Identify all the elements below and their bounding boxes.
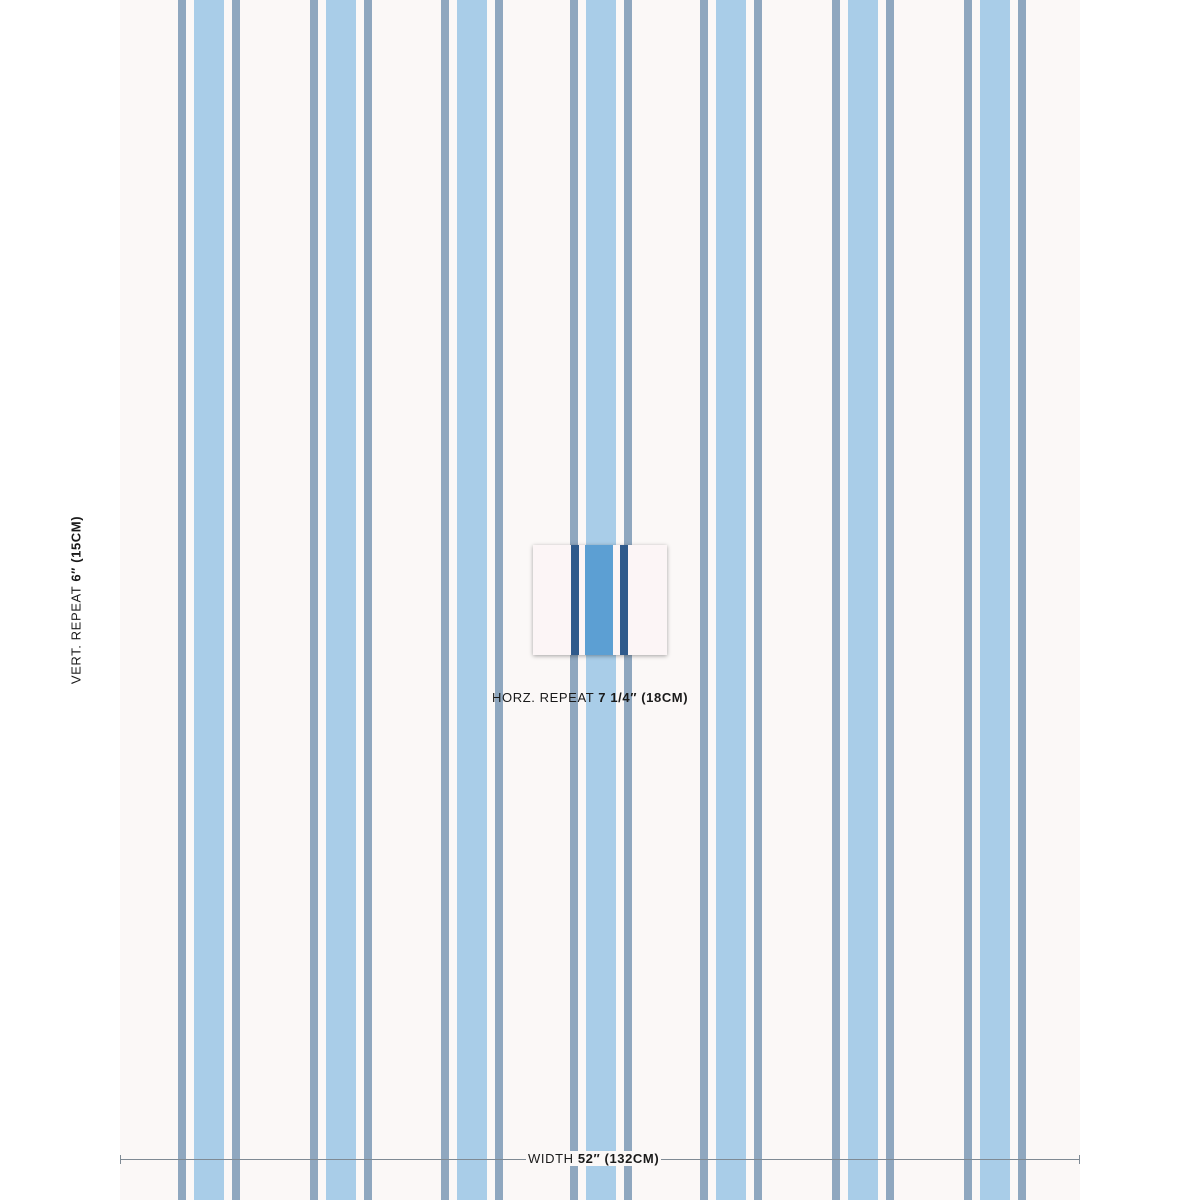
width-prefix: WIDTH bbox=[528, 1151, 578, 1166]
swatch-thin-stripe bbox=[571, 545, 579, 655]
width-measure-tick-right bbox=[1079, 1155, 1080, 1164]
wide-stripe bbox=[848, 0, 878, 1200]
wide-stripe bbox=[194, 0, 224, 1200]
swatch-thin-stripe bbox=[620, 545, 628, 655]
thin-stripe bbox=[1018, 0, 1026, 1200]
thin-stripe bbox=[964, 0, 972, 1200]
thin-stripe bbox=[886, 0, 894, 1200]
swatch-wide-stripe bbox=[585, 545, 613, 655]
stripe-group bbox=[441, 0, 503, 1200]
thin-stripe bbox=[441, 0, 449, 1200]
width-measure-tick-left bbox=[120, 1155, 121, 1164]
wide-stripe bbox=[457, 0, 487, 1200]
thin-stripe bbox=[700, 0, 708, 1200]
wide-stripe bbox=[326, 0, 356, 1200]
stripe-group bbox=[832, 0, 894, 1200]
stripe-group bbox=[964, 0, 1026, 1200]
thin-stripe bbox=[832, 0, 840, 1200]
vertical-repeat-label bbox=[69, 516, 84, 684]
vertical-repeat-prefix: VERT. REPEAT bbox=[68, 581, 84, 685]
thin-stripe bbox=[364, 0, 372, 1200]
width-label bbox=[526, 1151, 661, 1166]
thin-stripe bbox=[495, 0, 503, 1200]
stripe-group bbox=[310, 0, 372, 1200]
wide-stripe bbox=[716, 0, 746, 1200]
stripe-group bbox=[700, 0, 762, 1200]
wide-stripe bbox=[980, 0, 1010, 1200]
horizontal-repeat-label bbox=[492, 690, 688, 705]
thin-stripe bbox=[232, 0, 240, 1200]
pattern-swatch bbox=[533, 545, 667, 655]
horizontal-repeat-value: 7 1/4″ (18CM) bbox=[598, 690, 689, 705]
vertical-repeat-value: 6″ (15CM) bbox=[68, 515, 84, 582]
thin-stripe bbox=[754, 0, 762, 1200]
width-value: 52″ (132CM) bbox=[577, 1151, 660, 1166]
thin-stripe bbox=[178, 0, 186, 1200]
thin-stripe bbox=[310, 0, 318, 1200]
horizontal-repeat-prefix: HORZ. REPEAT bbox=[492, 690, 599, 705]
stripe-group bbox=[178, 0, 240, 1200]
